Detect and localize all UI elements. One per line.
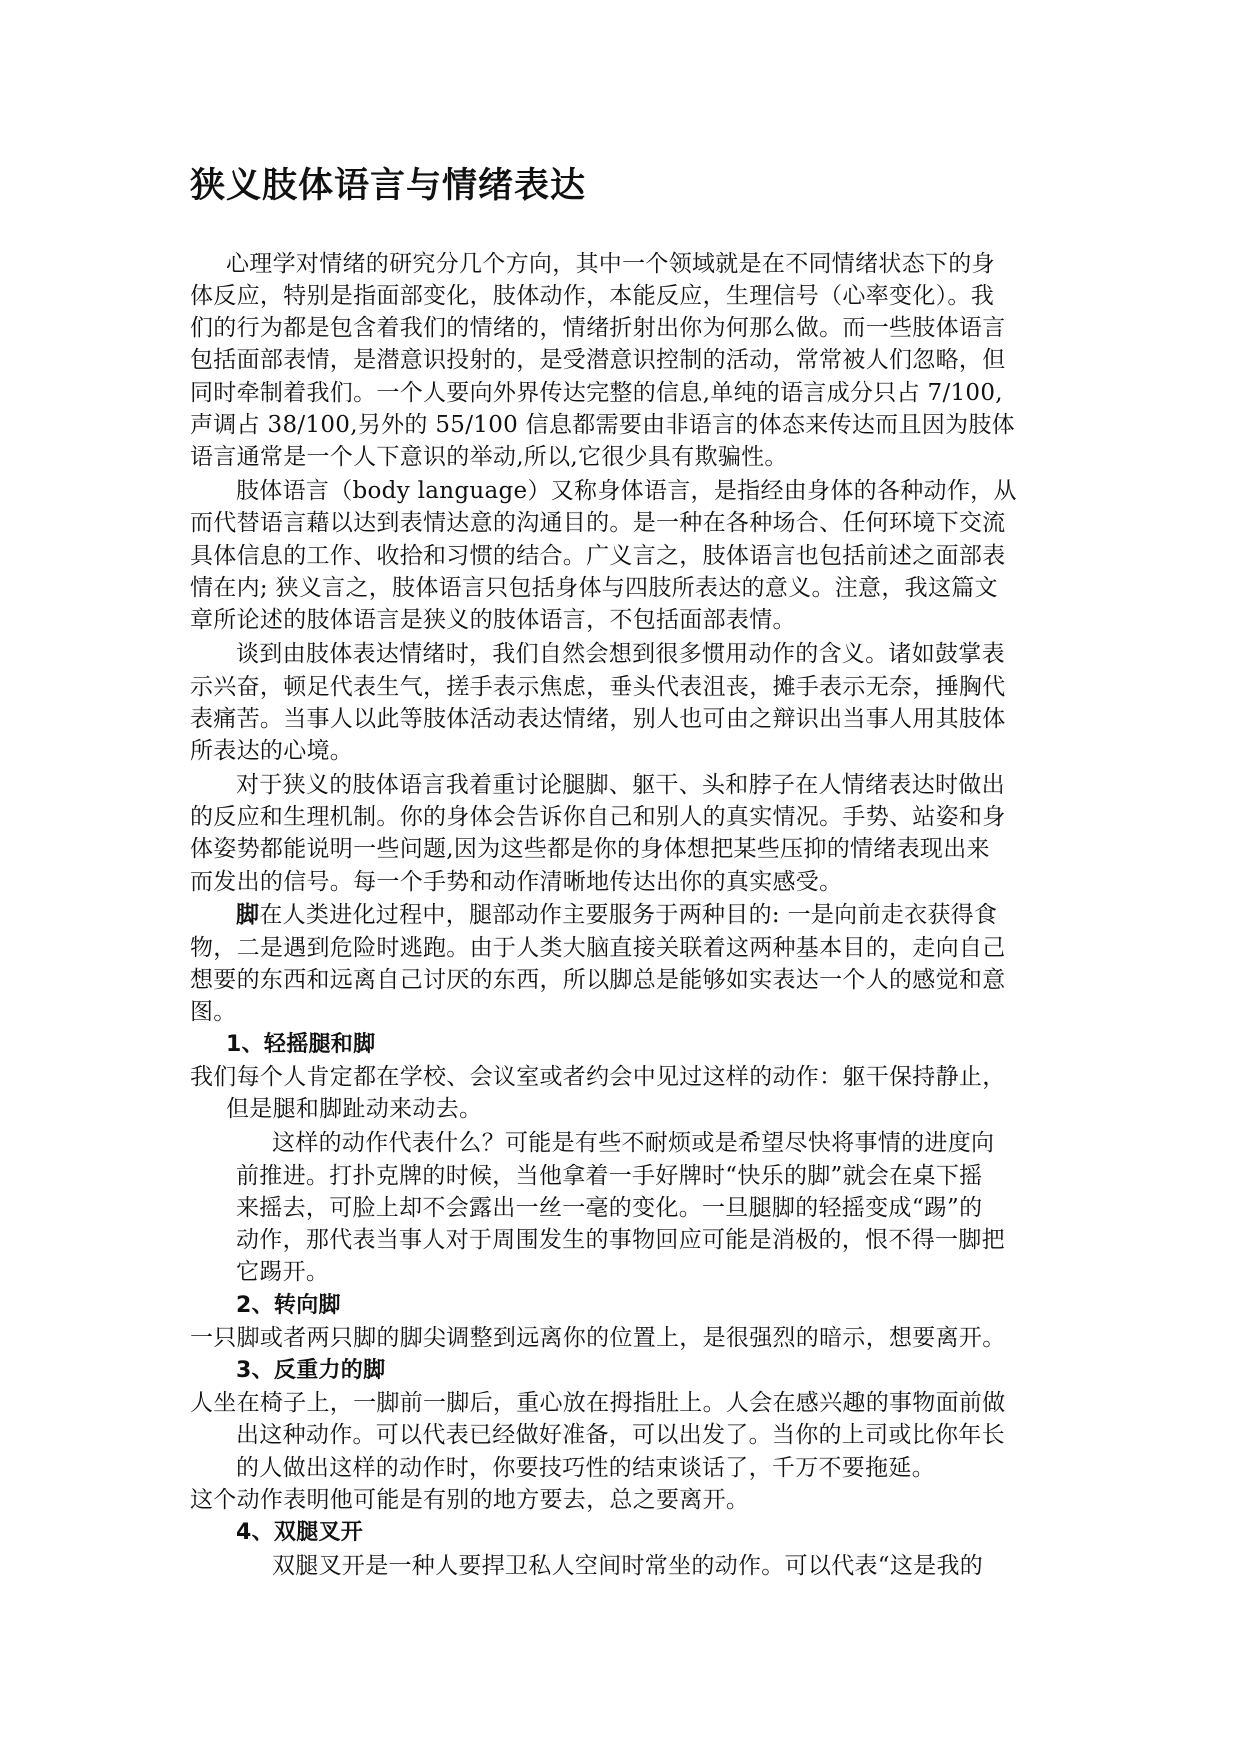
paragraph-line: 具体信息的工作、收拾和习惯的结合。广义言之，肢体语言也包括前述之面部表 (190, 543, 1006, 569)
document-title: 狭义肢体语言与情绪表达 (190, 166, 587, 206)
paragraph-line-text: 在人类进化过程中，腿部动作主要服务于两种目的: 一是向前走衣获得食 (259, 902, 998, 928)
paragraph-line: 想要的东西和远离自己讨厌的东西，所以脚总是能够如实表达一个人的感觉和意 (190, 967, 1006, 993)
paragraph-line: 语言通常是一个人下意识的举动,所以,它很少具有欺骗性。 (190, 444, 788, 470)
foot-lead-word: 脚 (236, 901, 260, 928)
paragraph-line: 的反应和生理机制。你的身体会告诉你自己和别人的真实情况。手势、站姿和身 (190, 804, 1006, 830)
paragraph-line: 包括面部表情，是潜意识投射的，是受潜意识控制的活动，常常被人们忽略，但 (190, 347, 1006, 373)
paragraph-line: 人坐在椅子上，一脚前一脚后，重心放在拇指肚上。人会在感兴趣的事物面前做 (190, 1390, 1006, 1416)
paragraph-line: 而发出的信号。每一个手势和动作清晰地传达出你的真实感受。 (190, 869, 843, 895)
paragraph-line: 示兴奋，顿足代表生气，搓手表示焦虑，垂头代表沮丧，摊手表示无奈，捶胸代 (190, 674, 1006, 700)
paragraph-line: 它踢开。 (236, 1259, 330, 1285)
paragraph-line: 这样的动作代表什么？可能是有些不耐烦或是希望尽快将事情的进度向 (272, 1130, 995, 1156)
paragraph-line: 同时牵制着我们。一个人要向外界传达完整的信息,单纯的语言成分只占 7/100, (190, 380, 1003, 406)
paragraph-line: 们的行为都是包含着我们的情绪的，情绪折射出你为何那么做。而一些肢体语言 (190, 315, 1006, 341)
paragraph-line: 动作，那代表当事人对于周围发生的事物回应可能是消极的，恨不得一脚把 (236, 1227, 1005, 1253)
paragraph-line: 图。 (190, 999, 237, 1025)
paragraph-line: 物，二是遇到危险时逃跑。由于人类大脑直接关联着这两种基本目的，走向自己 (190, 935, 1006, 961)
paragraph-line: 情在内; 狭义言之，肢体语言只包括身体与四肢所表达的意义。注意，我这篇文 (190, 575, 998, 601)
paragraph-line: 而代替语言藉以达到表情达意的沟通目的。是一种在各种场合、任何环境下交流 (190, 510, 1006, 536)
section-heading: 2、转向脚 (236, 1293, 341, 1318)
section-heading: 3、反重力的脚 (236, 1358, 386, 1383)
paragraph-line: 前推进。打扑克牌的时候，当他拿着一手好牌时“快乐的脚”就会在桌下摇 (236, 1163, 983, 1189)
paragraph-line: 体反应，特别是指面部变化，肢体动作，本能反应，生理信号（心率变化）。我 (190, 283, 994, 309)
paragraph-line: 双腿叉开是一种人要捍卫私人空间时常坐的动作。可以代表“这是我的 (272, 1553, 984, 1579)
paragraph-line: 的人做出这样的动作时，你要技巧性的结束谈话了，千万不要拖延。 (236, 1455, 935, 1481)
section-heading: 4、双腿叉开 (236, 1520, 364, 1545)
paragraph-line: 出这种动作。可以代表已经做好准备，可以出发了。当你的上司或比你年长 (236, 1422, 1005, 1448)
paragraph-line: 表痛苦。当事人以此等肢体活动表达情绪，别人也可由之辩识出当事人用其肢体 (190, 706, 1006, 732)
paragraph-line: 体姿势都能说明一些问题,因为这些都是你的身体想把某些压抑的情绪表现出来 (190, 836, 990, 862)
paragraph-line: 心理学对情绪的研究分几个方向，其中一个领域就是在不同情绪状态下的身 (226, 251, 995, 277)
paragraph-line: 对于狭义的肢体语言我着重讨论腿脚、躯干、头和脖子在人情绪表达时做出 (236, 772, 1005, 798)
paragraph-line: 肢体语言（body language）又称身体语言，是指经由身体的各种动作，从 (236, 478, 1017, 504)
paragraph-line: 谈到由肢体表达情绪时，我们自然会想到很多惯用动作的含义。诸如鼓掌表 (236, 641, 1005, 667)
paragraph-line: 声调占 38/100,另外的 55/100 信息都需要由非语言的体态来传达而且因为肢体 (190, 412, 1015, 438)
paragraph-line: 但是腿和脚趾动来动去。 (226, 1096, 483, 1122)
paragraph-line: 一只脚或者两只脚的脚尖调整到远离你的位置上，是很强烈的暗示，想要离开。 (190, 1325, 1006, 1351)
paragraph-line: 我们每个人肯定都在学校、会议室或者约会中见过这样的动作：躯干保持静止， (190, 1064, 1006, 1090)
paragraph-line: 所表达的心境。 (190, 738, 354, 764)
paragraph-line: 这个动作表明他可能是有别的地方要去，总之要离开。 (190, 1487, 750, 1513)
paragraph-line: 章所论述的肢体语言是狭义的肢体语言，不包括面部表情。 (190, 607, 796, 633)
section-heading: 1、轻摇腿和脚 (226, 1032, 376, 1057)
paragraph-line-foot (236, 899, 997, 931)
paragraph-line: 来摇去，可脸上却不会露出一丝一毫的变化。一旦腿脚的轻摇变成“踢”的 (236, 1195, 983, 1221)
